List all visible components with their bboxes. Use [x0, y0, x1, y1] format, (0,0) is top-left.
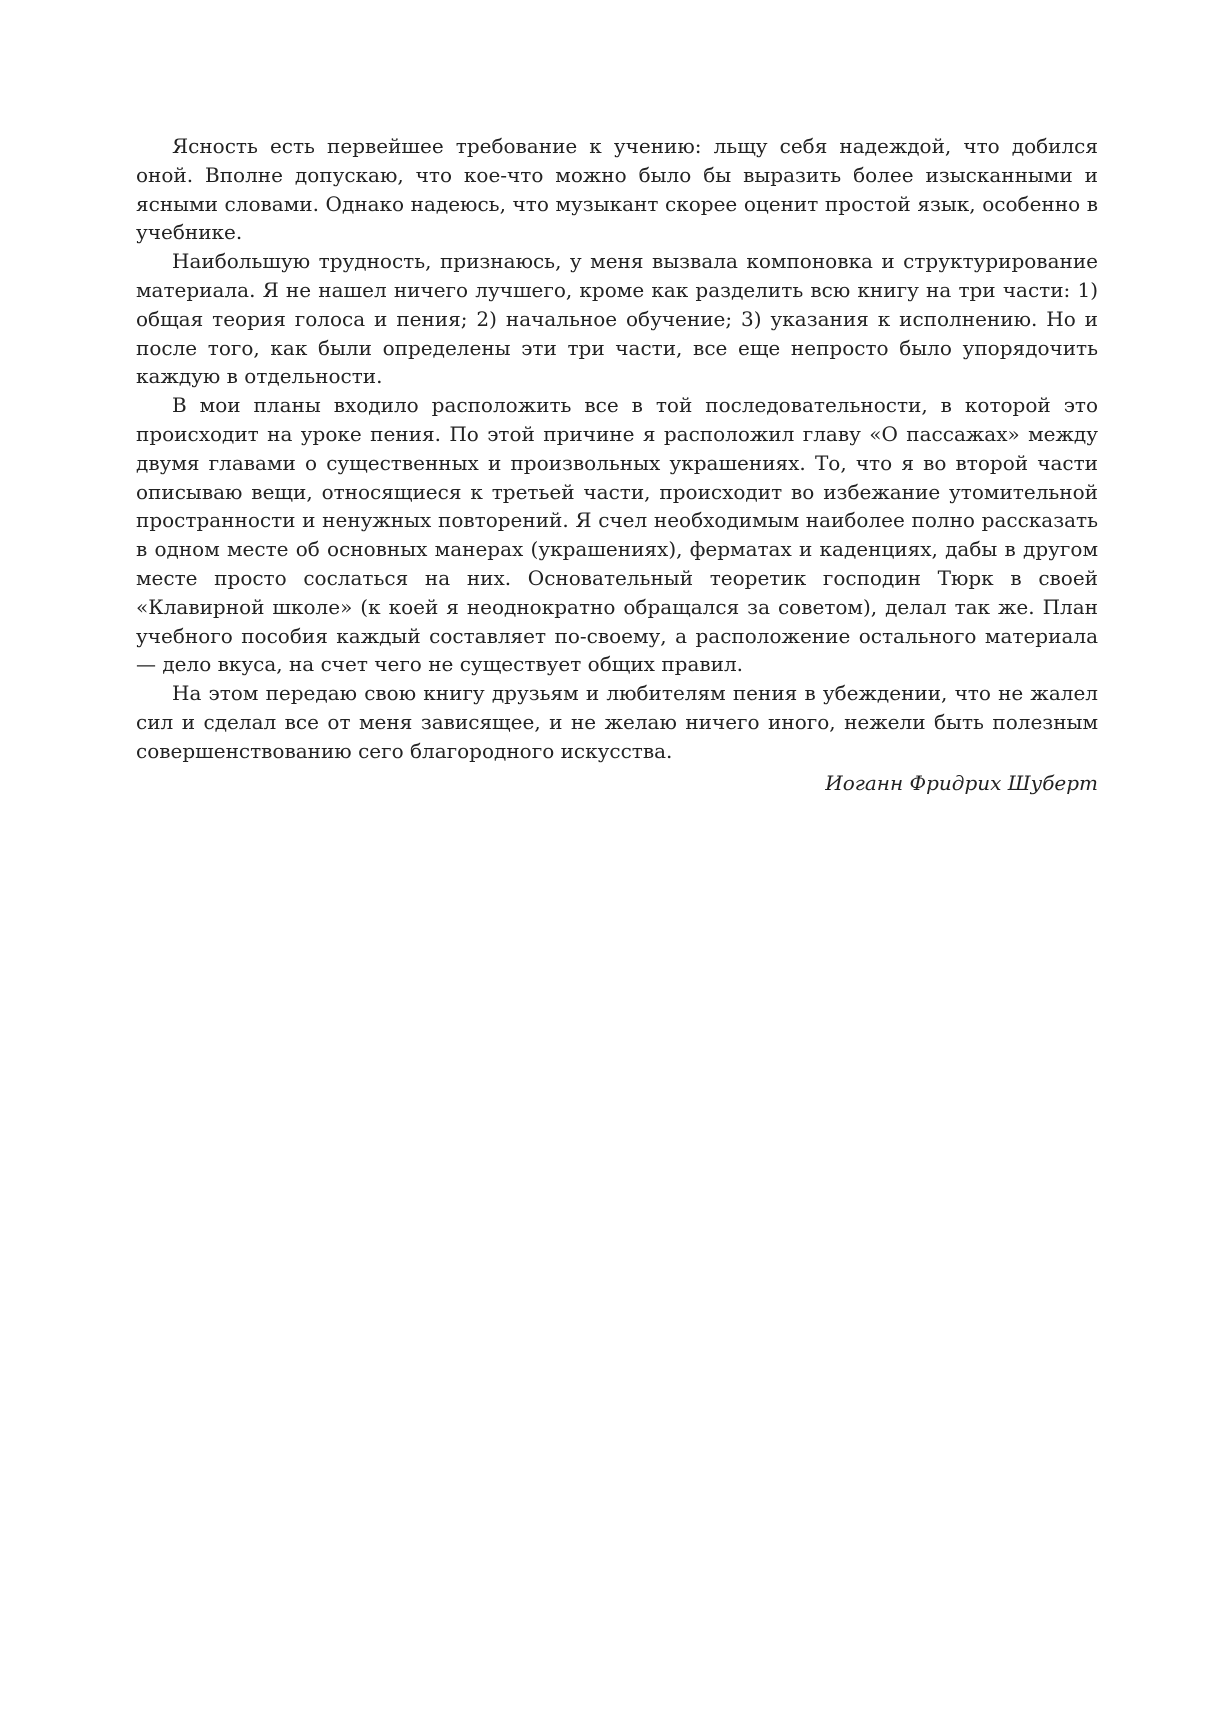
author-signature: Иоганн Фридрих Шуберт [825, 770, 1098, 795]
paragraph-clarity: Ясность есть первейшее требование к учению: льщу себя надеждой, что добился оной. Вполне допускаю, что кое-что можно было бы выразить более изысканными и ясными словами. Однако надеюсь, что музыкант скорее оценит простой язык, особенно в учебнике. [136, 134, 1098, 245]
paragraph-conclusion: На этом передаю свою книгу друзьям и любителям пения в убеждении, что не жалел сил и сделал все от меня зависящее, и не желаю ничего иного, нежели быть полезным совершенствованию сего благородного искусства. [136, 681, 1098, 763]
paragraph-structure: Наибольшую трудность, признаюсь, у меня вызвала компоновка и структурирование материала. Я не нашел ничего лучшего, кроме как разделить всю книгу на три части: 1) общая теория голоса и пения; 2) начальное обучение; 3) указания к исполнению. Но и после того, как были определены эти три части, все еще непросто было упорядочить каждую в отдельности. [136, 249, 1098, 389]
paragraph-plans: В мои планы входило расположить все в той последовательности, в которой это происходит на уроке пения. По этой причине я расположил главу «О пассажах» между двумя главами о существенных и произвольных украшениях. То, что я во второй части описываю вещи, относящиеся к третьей части, происходит во избежание утомительной пространности и ненужных повторений. Я счел необходимым наиболее полно рассказать в одном месте об основных манерах (украшениях), ферматах и каденциях, дабы в другом месте просто сослаться на них. Основательный теоретик господин Тюрк в своей «Клавирной школе» (к коей я неоднократно обращался за советом), делал так же. План учебного пособия каждый составляет по-своему, а расположение остального материала — дело вкуса, на счет чего не существует общих правил. [136, 393, 1098, 677]
body-text [136, 132, 1098, 797]
